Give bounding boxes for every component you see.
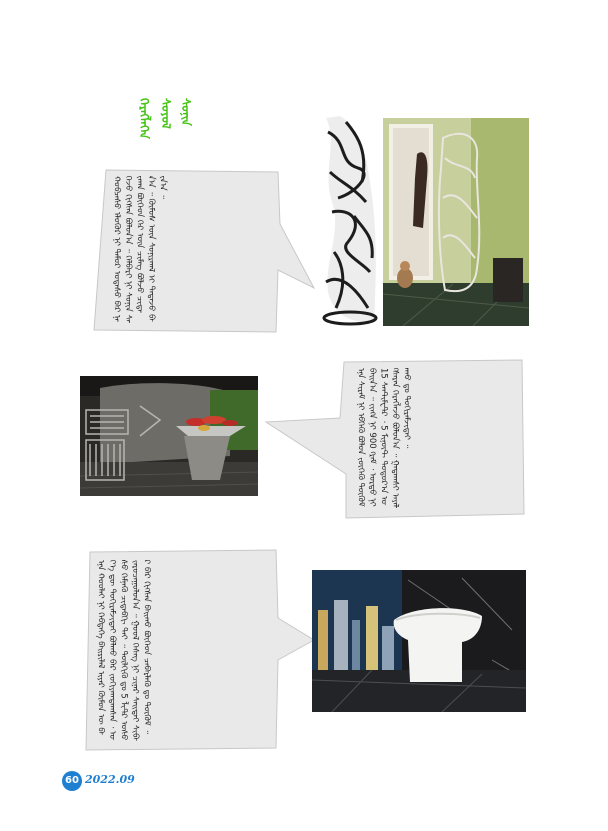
speech-bubble-toilet bbox=[80, 548, 320, 756]
photo-room-coat-rack bbox=[383, 118, 529, 326]
photo-smart-toilet bbox=[312, 570, 526, 712]
bubble-text-grill: ᠡᠨᠡ ᠰᠢᠷᠠᠮ ᠨᠢ ᠡᠪᠬᠡᠬᠦ ᠪᠣᠯᠤᠨ ᠵᠥᠭᠡᠬᠦ ᠳᠥᠬᠦᠮ ᠪᠠᠢᠨ᠎ᠠ ᠃ ᠵᠢᠩᠨ ᠨᠢ 900 ᠭᠷᠠᠮ ᠂ ᠤᠷᠲᠤ ᠨᠢ 15 ᠰᠠᠨᠲ᠋ᠢᠮᠧᠲ᠋ᠷ ᠂ 5 ᠮᠢᠨᠦ᠋ᠲ ᠳᠣᠲᠣᠷ᠎ᠠ ᠤᠭᠰᠠᠷᠠᠨ ᠬᠡᠷᠡᠭᠯᠡᠵᠦ ᠪᠣᠯᠤᠨ᠎ᠠ ᠃ ᠭᠠᠳᠠᠭᠰᠢ ᠠᠶᠠᠯᠠᠬᠤ ᠳᠤ ᠲᠣᠬᠢᠷᠠᠮᠵᠢᠲᠠᠢ ᠃ bbox=[355, 368, 412, 508]
bubble-text-toilet: ᠡᠨᠡ ᠬᠣᠣᠯᠠᠢ ᠨᠢ ᠬᠡᠪᠲᠡᠭᠡ ᠪᠠᠢᠷᠢᠯᠠᠯ ᠢᠶᠠᠷ ᠬᠦᠮᠦᠨ ᠦ ᠪᠡᠶ᠎ᠡ ᠳᠦ ᠲᠣᠬᠢᠷᠠᠮᠵᠢᠲᠠᠢ ᠪᠣᠯᠬᠤ ᠪᠠᠷ ᠵᠣᠬᠢᠶᠠᠭᠳᠠᠭᠰᠠᠨ ᠂ ᠤᠰᠤ ᠬᠡᠮᠨᠡᠬᠦ ᠴᠢᠳᠠᠪᠬᠢ ᠲᠠᠢ ᠃ ᠲᠦᠯᠬᠢᠬᠦ ᠳᠤ 5 ᠯᠢᠲ᠋ᠷ ᠤᠰᠤ ᠵᠠᠷᠤᠴᠠᠭᠤᠯᠤᠨ᠎ᠠ ᠃ ᠭᠣᠣᠯ ᠬᠡᠰᠡᠭ ᠨᠢ ᠴᠢᠨᠠᠷ ᠰᠠᠢᠲᠠᠢ ᠰᠢᠪᠠᠷ ᠪᠠᠷ ᠬᠢᠭᠰᠡᠨ ᠪᠠᠢᠬᠤ ᠪᠥᠭᠡᠳ ᠴᠡᠪᠡᠷᠯᠡᠬᠦ ᠳᠤ ᠳᠥᠭᠥᠮ ᠃ bbox=[95, 560, 152, 741]
speech-bubble-coat-rack bbox=[88, 162, 320, 342]
page-number-badge: 60 bbox=[62, 771, 82, 791]
title-line-1: ᠬᠡᠷᠡᠭᠯᠡᠭᠡᠨ bbox=[137, 98, 151, 139]
title-line-2: ᠰᠣᠶᠣᠯ bbox=[159, 98, 173, 129]
photo-coat-rack-black bbox=[318, 112, 382, 328]
issue-date: 2022.09 bbox=[85, 773, 135, 786]
speech-bubble-grill bbox=[260, 356, 532, 522]
title-line-3: ᠰᠣᠨᠢᠨ bbox=[179, 98, 193, 126]
photo-portable-grill bbox=[80, 376, 258, 496]
bubble-text-coat-rack: ᠬᠤᠪᠴᠠᠰᠤ ᠡᠯᠦᠭᠦᠷ ᠨᠢ ᠲᠡᠮᠦᠷ ᠤᠲᠠᠰᠤ ᠪᠠᠷ ᠨᠡᠬᠡᠵᠦ ᠬᠢᠭᠰᠡᠨ ᠪᠣᠯᠤᠨ᠎ᠠ ᠃ ᠬᠡᠯᠪᠡᠷᠢ ᠨᠢ ᠰᠣᠨᠢᠨ ᠰᠠᠢᠬᠠᠨ ᠪᠥᠭᠡᠳ ᠭᠡᠷ ᠦᠨ ᠴᠢᠮᠡᠭ ᠪᠣᠯᠵᠤ ᠴᠢᠳᠠᠨ᠎ᠠ ᠃ ᠬᠦᠮᠦᠰ ᠦᠨ ᠰᠣᠨᠢᠷᠬᠠᠯ ᠢ ᠲᠠᠲᠠᠵᠤ ᠪᠠᠢᠨ᠎ᠠ ᠃ bbox=[111, 176, 168, 323]
